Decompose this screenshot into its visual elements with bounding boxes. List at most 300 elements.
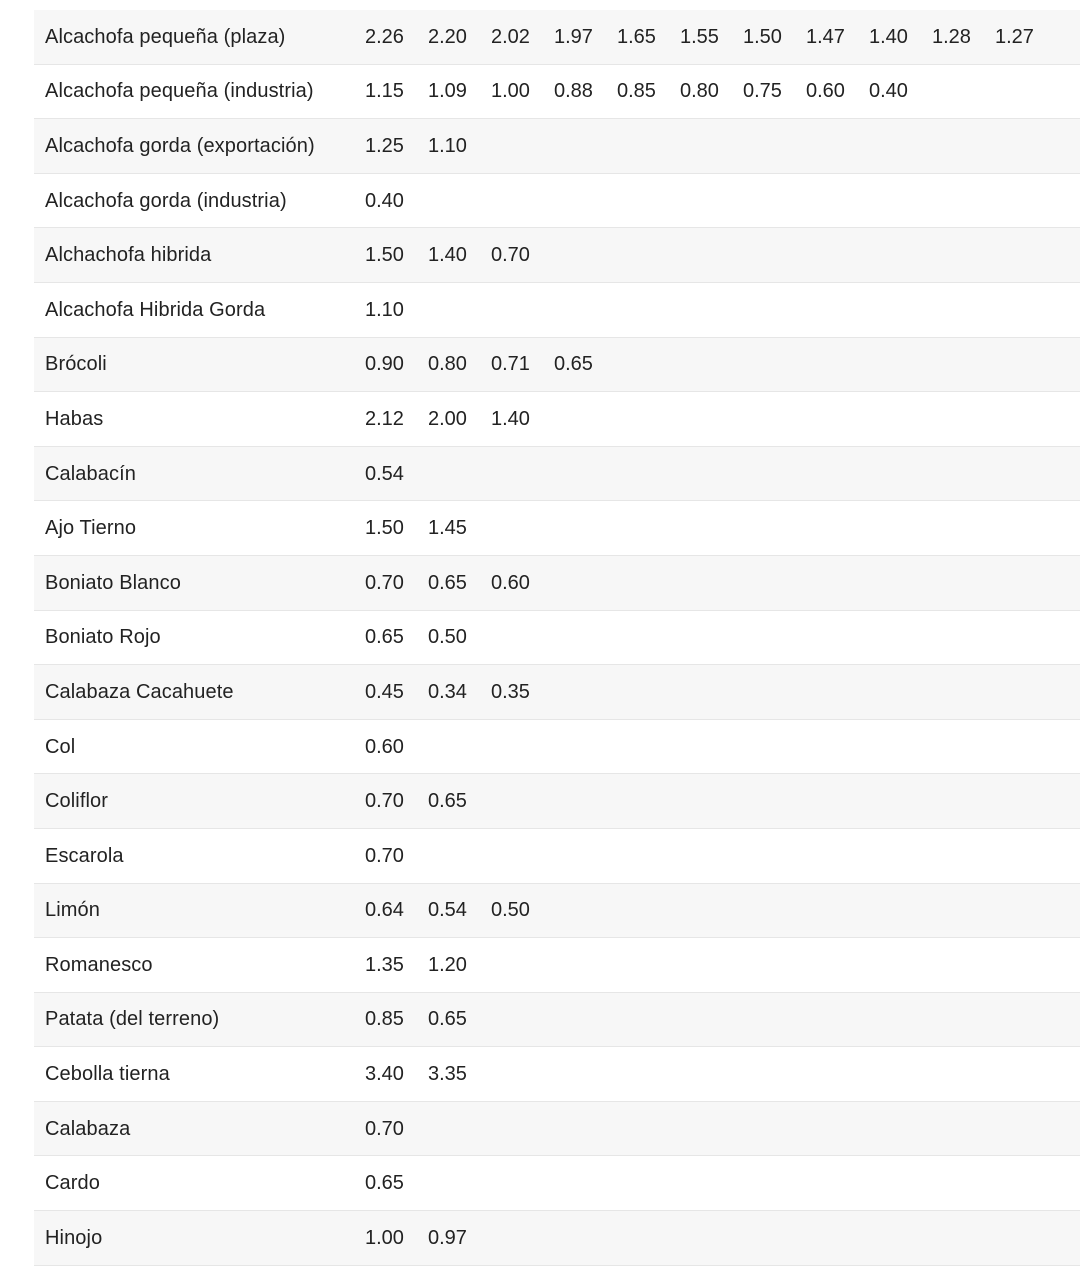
product-name-cell: Habas: [34, 392, 365, 447]
price-cell: 1.00: [491, 64, 554, 119]
price-cell: [995, 282, 1058, 337]
empty-cell: [1058, 938, 1080, 993]
price-cell: [491, 610, 554, 665]
price-cell: [554, 446, 617, 501]
price-cell: [617, 173, 680, 228]
product-name-cell: Alcachofa pequeña (plaza): [34, 10, 365, 64]
table-row: [34, 1101, 1080, 1156]
price-cell: 0.60: [491, 555, 554, 610]
price-cell: 1.45: [428, 501, 491, 556]
empty-cell: [1058, 665, 1080, 720]
product-name-cell: Calabaza: [34, 1101, 365, 1156]
price-cell: [743, 1156, 806, 1211]
product-name-cell: Calabacín: [34, 446, 365, 501]
price-cell: [869, 173, 932, 228]
price-cell: [743, 501, 806, 556]
price-cell: 0.50: [428, 610, 491, 665]
empty-cell: [1058, 119, 1080, 174]
product-name-cell: Alcachofa Hibrida Gorda: [34, 282, 365, 337]
price-cell: [743, 337, 806, 392]
price-cell: [491, 938, 554, 993]
price-cell: [932, 119, 995, 174]
price-cell: 0.34: [428, 665, 491, 720]
price-cell: 1.25: [365, 119, 428, 174]
price-cell: [932, 774, 995, 829]
price-cell: [932, 1047, 995, 1102]
price-cell: [554, 1047, 617, 1102]
price-cell: [806, 1156, 869, 1211]
price-cell: [680, 828, 743, 883]
price-cell: [932, 501, 995, 556]
price-cell: [806, 173, 869, 228]
price-cell: [743, 719, 806, 774]
price-cell: 1.40: [428, 228, 491, 283]
price-cell: [806, 719, 869, 774]
empty-cell: [1058, 64, 1080, 119]
price-cell: 0.45: [365, 665, 428, 720]
price-cell: [680, 446, 743, 501]
price-cell: [743, 665, 806, 720]
empty-cell: [1058, 228, 1080, 283]
price-cell: [491, 719, 554, 774]
table-row: [34, 719, 1080, 774]
price-cell: 0.54: [428, 883, 491, 938]
price-cell: 0.85: [617, 64, 680, 119]
price-cell: [617, 719, 680, 774]
price-cell: [491, 501, 554, 556]
price-cell: [554, 501, 617, 556]
table-row: [34, 938, 1080, 993]
price-cell: [428, 719, 491, 774]
price-cell: [680, 665, 743, 720]
price-cell: [806, 501, 869, 556]
price-cell: [491, 1101, 554, 1156]
table-row: [34, 774, 1080, 829]
price-cell: [995, 719, 1058, 774]
price-cell: [995, 665, 1058, 720]
price-cell: [806, 282, 869, 337]
price-cell: 1.10: [428, 119, 491, 174]
price-cell: 1.15: [365, 64, 428, 119]
price-cell: 0.80: [680, 64, 743, 119]
price-cell: [680, 173, 743, 228]
price-cell: [554, 228, 617, 283]
price-cell: [932, 555, 995, 610]
price-cell: [554, 1211, 617, 1266]
price-cell: [995, 828, 1058, 883]
price-cell: [617, 1211, 680, 1266]
price-cell: 1.55: [680, 10, 743, 64]
price-cell: [932, 337, 995, 392]
price-cell: [869, 119, 932, 174]
empty-cell: [1058, 501, 1080, 556]
price-cell: 0.64: [365, 883, 428, 938]
price-cell: [680, 119, 743, 174]
empty-cell: [1058, 883, 1080, 938]
price-cell: 0.65: [365, 1156, 428, 1211]
table-row: [34, 501, 1080, 556]
price-cell: [995, 774, 1058, 829]
price-cell: [869, 610, 932, 665]
price-cell: [806, 446, 869, 501]
price-cell: [932, 665, 995, 720]
price-cell: [806, 1047, 869, 1102]
price-cell: 0.65: [428, 774, 491, 829]
price-cell: [743, 173, 806, 228]
table-row: [34, 1047, 1080, 1102]
price-cell: 0.80: [428, 337, 491, 392]
price-cell: 0.75: [743, 64, 806, 119]
price-cell: [995, 64, 1058, 119]
price-cell: [869, 282, 932, 337]
product-name-cell: Ajo Tierno: [34, 501, 365, 556]
table-row: [34, 282, 1080, 337]
empty-cell: [1058, 1211, 1080, 1266]
product-name-cell: Limón: [34, 883, 365, 938]
price-cell: [680, 719, 743, 774]
price-cell: 0.85: [365, 992, 428, 1047]
price-cell: [995, 392, 1058, 447]
price-cell: 0.71: [491, 337, 554, 392]
price-cell: [995, 446, 1058, 501]
price-cell: [491, 173, 554, 228]
price-cell: [743, 392, 806, 447]
product-name-cell: Calabaza Cacahuete: [34, 665, 365, 720]
price-cell: [554, 173, 617, 228]
price-cell: [617, 828, 680, 883]
price-cell: 3.40: [365, 1047, 428, 1102]
price-cell: [995, 610, 1058, 665]
price-cell: [806, 392, 869, 447]
price-cell: [554, 1156, 617, 1211]
price-cell: [932, 1101, 995, 1156]
price-cell: [869, 1211, 932, 1266]
price-cell: 1.65: [617, 10, 680, 64]
price-table-container: [34, 10, 1080, 1266]
price-cell: [995, 555, 1058, 610]
price-table-body: [34, 10, 1080, 1265]
price-cell: [743, 119, 806, 174]
price-cell: [869, 1156, 932, 1211]
price-cell: [806, 555, 869, 610]
price-cell: [617, 392, 680, 447]
price-cell: [680, 501, 743, 556]
price-cell: 1.00: [365, 1211, 428, 1266]
price-cell: [680, 228, 743, 283]
empty-cell: [1058, 1101, 1080, 1156]
empty-cell: [1058, 282, 1080, 337]
table-row: [34, 337, 1080, 392]
price-cell: [932, 446, 995, 501]
price-cell: [491, 446, 554, 501]
price-cell: 0.60: [365, 719, 428, 774]
price-cell: [869, 828, 932, 883]
price-cell: [617, 1101, 680, 1156]
empty-cell: [1058, 610, 1080, 665]
price-cell: [869, 992, 932, 1047]
product-name-cell: Brócoli: [34, 337, 365, 392]
price-cell: [680, 337, 743, 392]
price-cell: [932, 828, 995, 883]
price-cell: [743, 282, 806, 337]
product-name-cell: Boniato Blanco: [34, 555, 365, 610]
price-cell: [806, 828, 869, 883]
price-cell: [680, 610, 743, 665]
price-cell: [554, 610, 617, 665]
price-cell: 1.10: [365, 282, 428, 337]
price-cell: [554, 119, 617, 174]
price-cell: 1.50: [743, 10, 806, 64]
price-cell: [743, 1101, 806, 1156]
price-cell: 1.09: [428, 64, 491, 119]
empty-cell: [1058, 392, 1080, 447]
price-cell: [806, 1101, 869, 1156]
price-cell: [428, 1101, 491, 1156]
table-row: [34, 665, 1080, 720]
price-cell: [680, 555, 743, 610]
price-cell: [806, 610, 869, 665]
price-cell: [743, 1211, 806, 1266]
price-cell: [806, 665, 869, 720]
empty-cell: [1058, 828, 1080, 883]
price-cell: [932, 173, 995, 228]
empty-cell: [1058, 10, 1080, 64]
price-cell: 1.27: [995, 10, 1058, 64]
price-cell: [554, 774, 617, 829]
empty-cell: [1058, 774, 1080, 829]
product-name-cell: Boniato Rojo: [34, 610, 365, 665]
price-cell: [869, 501, 932, 556]
price-cell: [806, 337, 869, 392]
price-cell: 0.50: [491, 883, 554, 938]
price-cell: [743, 883, 806, 938]
empty-cell: [1058, 337, 1080, 392]
price-cell: [995, 1156, 1058, 1211]
price-cell: 0.70: [365, 555, 428, 610]
price-cell: [491, 1156, 554, 1211]
price-cell: 1.35: [365, 938, 428, 993]
price-cell: [554, 555, 617, 610]
price-cell: [743, 992, 806, 1047]
price-cell: [617, 1047, 680, 1102]
price-cell: [995, 992, 1058, 1047]
price-cell: 0.88: [554, 64, 617, 119]
product-name-cell: Alcachofa gorda (industria): [34, 173, 365, 228]
price-cell: [932, 392, 995, 447]
price-cell: [995, 119, 1058, 174]
price-cell: [806, 938, 869, 993]
table-row: [34, 228, 1080, 283]
table-row: [34, 828, 1080, 883]
table-row: [34, 173, 1080, 228]
table-row: [34, 1156, 1080, 1211]
empty-cell: [1058, 1047, 1080, 1102]
price-cell: [743, 610, 806, 665]
table-row: [34, 992, 1080, 1047]
product-name-cell: Coliflor: [34, 774, 365, 829]
price-cell: 2.12: [365, 392, 428, 447]
price-cell: [995, 501, 1058, 556]
price-cell: [995, 883, 1058, 938]
price-cell: 2.00: [428, 392, 491, 447]
price-cell: [617, 119, 680, 174]
price-cell: [554, 1101, 617, 1156]
price-cell: [932, 1156, 995, 1211]
price-cell: [617, 555, 680, 610]
price-cell: 1.50: [365, 228, 428, 283]
table-row: [34, 1211, 1080, 1266]
product-name-cell: Col: [34, 719, 365, 774]
price-cell: [932, 992, 995, 1047]
price-cell: [554, 992, 617, 1047]
price-cell: [869, 392, 932, 447]
price-cell: [491, 1211, 554, 1266]
price-cell: [743, 1047, 806, 1102]
price-cell: [995, 1211, 1058, 1266]
price-cell: [491, 119, 554, 174]
price-cell: [932, 64, 995, 119]
price-cell: 1.28: [932, 10, 995, 64]
price-cell: [743, 228, 806, 283]
price-cell: [680, 938, 743, 993]
price-cell: [617, 610, 680, 665]
price-cell: [806, 883, 869, 938]
price-cell: [806, 119, 869, 174]
empty-cell: [1058, 719, 1080, 774]
price-cell: [680, 883, 743, 938]
price-cell: [806, 228, 869, 283]
price-cell: [995, 173, 1058, 228]
price-cell: [680, 392, 743, 447]
price-cell: [617, 883, 680, 938]
product-name-cell: Patata (del terreno): [34, 992, 365, 1047]
price-cell: [995, 938, 1058, 993]
price-cell: [869, 555, 932, 610]
price-cell: 0.60: [806, 64, 869, 119]
price-cell: [806, 992, 869, 1047]
price-cell: [680, 1101, 743, 1156]
price-cell: [995, 337, 1058, 392]
price-cell: 0.65: [365, 610, 428, 665]
price-cell: 1.97: [554, 10, 617, 64]
table-row: [34, 392, 1080, 447]
price-cell: [491, 774, 554, 829]
price-cell: [554, 883, 617, 938]
price-cell: [869, 446, 932, 501]
price-cell: [869, 337, 932, 392]
price-cell: [743, 555, 806, 610]
price-cell: [869, 883, 932, 938]
price-cell: 0.97: [428, 1211, 491, 1266]
price-cell: 0.70: [365, 1101, 428, 1156]
product-name-cell: Alcachofa pequeña (industria): [34, 64, 365, 119]
price-cell: [680, 992, 743, 1047]
price-cell: [995, 1101, 1058, 1156]
table-row: [34, 446, 1080, 501]
price-cell: [428, 173, 491, 228]
price-cell: [617, 228, 680, 283]
table-row: [34, 64, 1080, 119]
price-cell: [428, 828, 491, 883]
price-cell: [806, 1211, 869, 1266]
price-cell: [743, 938, 806, 993]
price-cell: 1.40: [869, 10, 932, 64]
price-cell: 0.70: [365, 774, 428, 829]
price-cell: [932, 1211, 995, 1266]
table-row: [34, 610, 1080, 665]
price-cell: 2.20: [428, 10, 491, 64]
price-cell: [680, 1156, 743, 1211]
price-cell: [491, 828, 554, 883]
product-name-cell: Cardo: [34, 1156, 365, 1211]
price-cell: 0.40: [365, 173, 428, 228]
table-row: [34, 883, 1080, 938]
price-cell: 0.65: [428, 992, 491, 1047]
price-cell: [491, 1047, 554, 1102]
price-cell: [806, 774, 869, 829]
price-cell: 0.70: [491, 228, 554, 283]
price-cell: [554, 938, 617, 993]
price-cell: [932, 282, 995, 337]
price-cell: 2.02: [491, 10, 554, 64]
price-cell: [680, 282, 743, 337]
price-cell: [617, 501, 680, 556]
price-cell: [617, 665, 680, 720]
price-cell: [617, 1156, 680, 1211]
empty-cell: [1058, 446, 1080, 501]
price-cell: [617, 446, 680, 501]
price-cell: 1.20: [428, 938, 491, 993]
price-cell: [491, 992, 554, 1047]
price-cell: [617, 774, 680, 829]
price-cell: [743, 446, 806, 501]
price-cell: [932, 610, 995, 665]
price-cell: [680, 1047, 743, 1102]
empty-cell: [1058, 173, 1080, 228]
price-cell: [869, 665, 932, 720]
price-cell: [995, 228, 1058, 283]
price-cell: [869, 719, 932, 774]
price-cell: 0.40: [869, 64, 932, 119]
price-cell: [554, 392, 617, 447]
product-name-cell: Cebolla tierna: [34, 1047, 365, 1102]
price-cell: [680, 1211, 743, 1266]
price-cell: [554, 665, 617, 720]
price-cell: 0.65: [428, 555, 491, 610]
price-cell: 0.65: [554, 337, 617, 392]
price-cell: [932, 883, 995, 938]
price-cell: [869, 774, 932, 829]
table-row: [34, 555, 1080, 610]
product-name-cell: Alchachofa hibrida: [34, 228, 365, 283]
price-cell: [743, 774, 806, 829]
price-cell: [869, 228, 932, 283]
price-cell: [617, 337, 680, 392]
price-cell: [554, 282, 617, 337]
price-cell: 0.54: [365, 446, 428, 501]
price-cell: [428, 282, 491, 337]
price-cell: [932, 719, 995, 774]
product-name-cell: Alcachofa gorda (exportación): [34, 119, 365, 174]
price-cell: 0.70: [365, 828, 428, 883]
price-table: [34, 10, 1080, 1266]
price-cell: [491, 282, 554, 337]
price-cell: 1.40: [491, 392, 554, 447]
price-cell: 3.35: [428, 1047, 491, 1102]
price-cell: 0.90: [365, 337, 428, 392]
empty-cell: [1058, 555, 1080, 610]
price-cell: 2.26: [365, 10, 428, 64]
